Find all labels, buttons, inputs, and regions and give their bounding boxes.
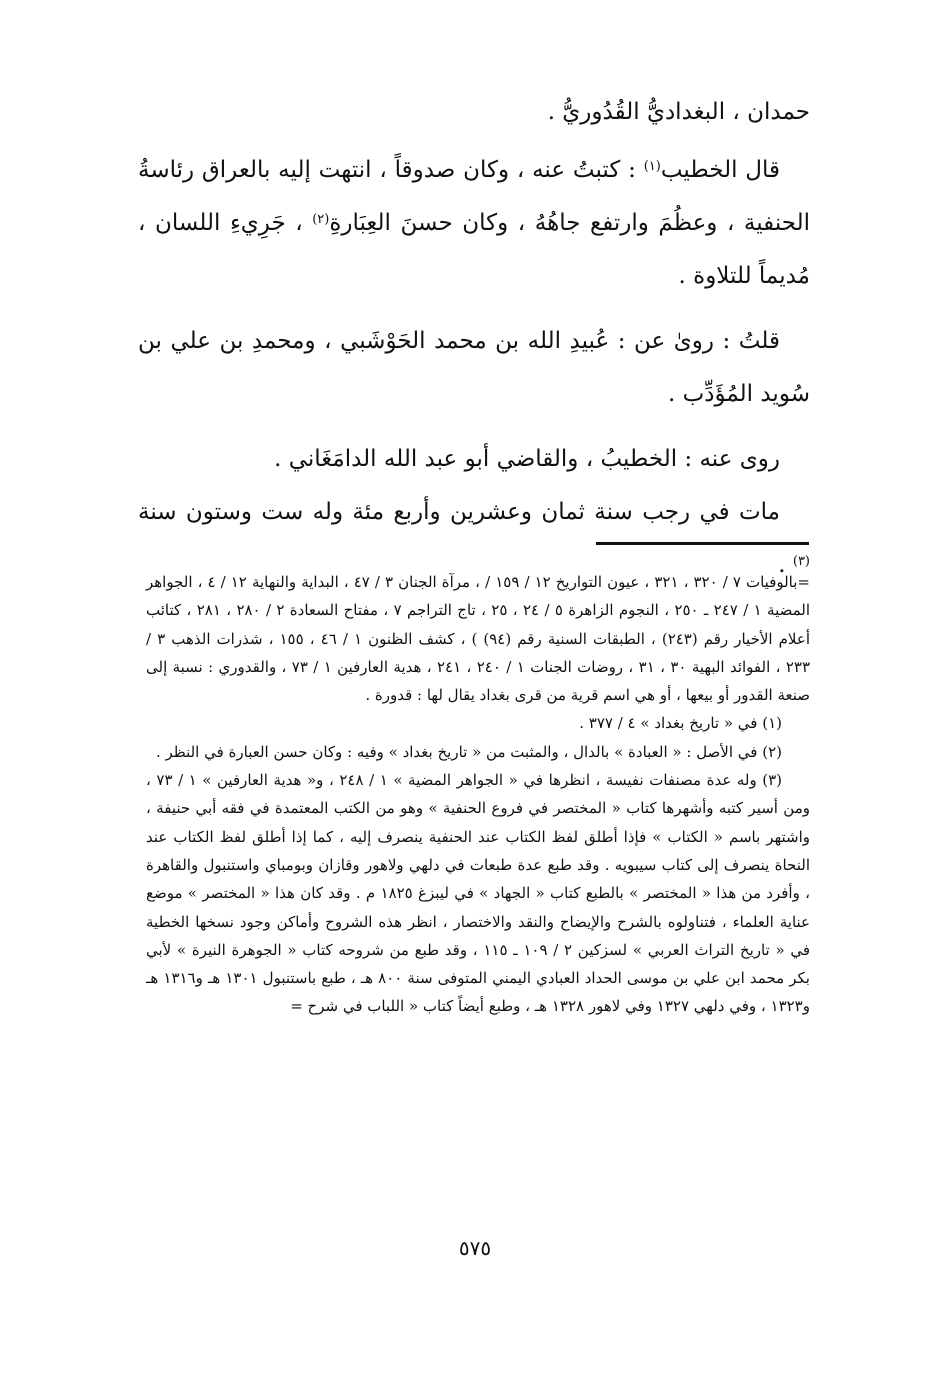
footnote-ref-1: (١) (643, 159, 661, 174)
paragraph-2-text-b: : كتبتُ عنه ، وكان صدوقاً ، انتهت إليه بالعراق رئاسةُ الحنفية ، وعظُمَ وارتفع جاهُهُ ، وكان حسنَ العِبَارةِ (138, 157, 810, 236)
footnote-3: (٣) وله عدة مصنفات نفيسة ، انظرها في « الجواهر المضية » ١ / ٢٤٨ ، و« هدية العارفين » ١ / ٧٣ ، ومن أسير كتبه وأشهرها كتاب « المختصر في فروع الحنفية » وهو من الكتب المعتمدة في فقه أبي حنيفة ، واشتهر باسم « الكتاب » فإذا أطلق لفظ الكتاب عند الحنفية ينصرف إليه ، كما إذا أطلق لفظ الكتاب عند النحاة ينصرف إلى كتاب سيبويه . وقد طبع عدة طبعات في دلهي ولاهور وقازان وبومباي واستنبول والقاهرة ، وأفرد من هذا « المختصر » بالطبع كتاب « الجهاد » في ليبزغ ١٨٢٥ م . وقد كان هذا « المختصر » موضع عناية العلماء ، فتناولوه بالشرح والإيضاح والنقد والاختصار ، انظر هذه الشروح وأماكن وجود نسخها الخطية في « تاريخ التراث العربي » لسزكين ٢ / ١٠٩ ـ ١١٥ ، وقد طبع من شروحه كتاب « الجوهرة النيرة » لأبي بكر محمد ابن علي بن موسى الحداد العبادي اليمني المتوفى سنة ٨٠٠ هـ ، طبع باستنبول ١٣٠١ هـ و١٣١٦ هـ و١٣٢٣ ، وفي دلهي ١٣٢٧ وفي لاهور ١٣٢٨ هـ ، وطبع أيضاً كتاب « اللباب في شرح = (146, 771, 811, 1016)
footnote-ref-3: (٣) (792, 554, 810, 569)
footnote-ref-2: (٢) (312, 212, 330, 227)
paragraph-2 (138, 144, 810, 303)
footnote-continuation: =بالوفيات ٧ / ٣٢٠ ، ٣٢١ ، عيون التواريخ ١٢ / ١٥٩ / ، مرآة الجنان ٣ / ٤٧ ، البداية والنهاية ١٢ / ٤ ، الجواهر المضية ١ / ٢٤٧ ـ ٢٥٠ ، النجوم الزاهرة ٥ / ٢٤ ، ٢٥ ، تاج التراجم ٧ ، مفتاح السعادة ٢ / ٢٨٠ ، ٢٨١ ، كتائب أعلام الأخيار رقم (٢٤٣) ، الطبقات السنية رقم (٩٤) ) ، كشف الظنون ١ / ٤٦ ، ١٥٥ ، شذرات الذهب ٣ / ٢٣٣ ، الفوائد البهية ٣٠ ، ٣١ ، روضات الجنات ١ / ٢٤٠ ، ٢٤١ ، هدية العارفين ١ / ٧٣ ، والقدوري : نسبة إلى صنعة القدور أو بيعها ، أو هي اسم قرية من قرى بغداد يقال لها : قدورة . (146, 573, 811, 705)
paragraph-5-text-a: مات في رجب سنة ثمان وعشرين وأربع مئة وله ست وستون سنة (138, 499, 780, 525)
page-number: ٥٧٥ (458, 1236, 492, 1260)
footnote-2: (٢) في الأصل : « العبادة » بالدال ، والمثبت من « تاريخ بغداد » وفيه : وكان حسن العبارة في النظر . (155, 742, 782, 761)
footnote-separator (596, 542, 809, 545)
paragraph-4: روى عنه : الخطيبُ ، والقاضي أبو عبد الله الدامَغَاني . (274, 446, 780, 472)
footnote-1: (١) في « تاريخ بغداد » ٤ / ٣٧٧ . (579, 714, 782, 733)
paragraph-1: حمدان ، البغداديُّ القُدُوريُّ . (547, 99, 810, 125)
paragraph-2-text-a: قال الخطيب (660, 157, 780, 183)
footnotes (146, 568, 810, 1021)
main-text (138, 92, 810, 592)
paragraph-5-text-b: . (778, 552, 793, 578)
paragraph-3: قلتُ : روىٰ عن : عُبيدِ الله بن محمد الحَوْشَبي ، ومحمدِ بن علي بن سُويد المُؤَدِّب . (138, 328, 810, 407)
paragraph-2-text-c: ، جَرِيءِ اللسان ، مُديماً للتلاوة . (138, 210, 810, 289)
